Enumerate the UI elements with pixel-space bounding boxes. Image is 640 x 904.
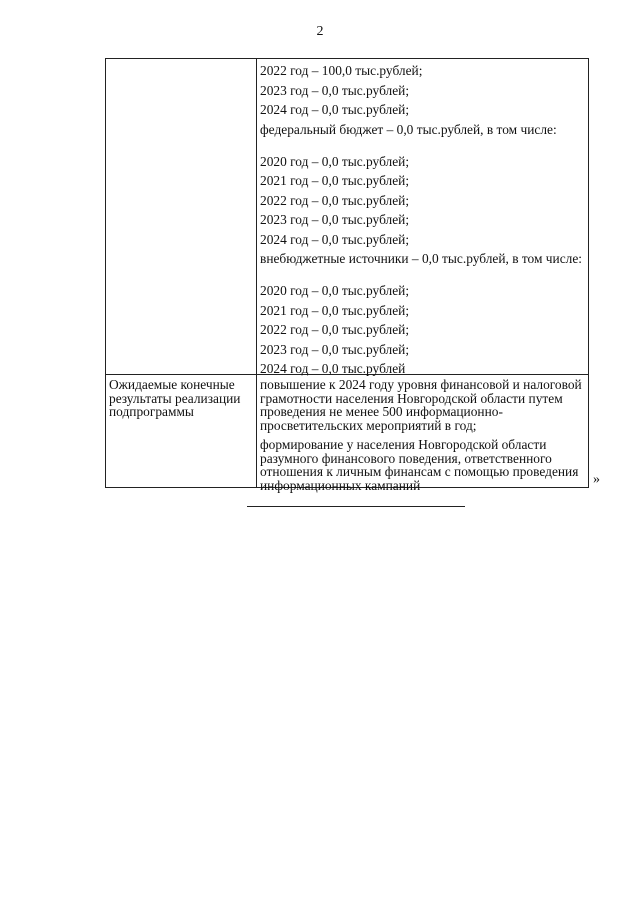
result-item: повышение к 2024 году уровня финансовой и налоговой грамотности населения Новгородской области путем проведения не менее 500 информационно-просветительских мероприятий в год; — [260, 377, 582, 433]
financing-cell — [260, 61, 586, 379]
financing-line: 2022 год – 100,0 тыс.рублей; — [260, 63, 423, 78]
financing-line: 2022 год – 0,0 тыс.рублей; — [260, 322, 410, 337]
closing-quote: » — [593, 472, 600, 487]
financing-line: 2024 год – 0,0 тыс.рублей — [260, 361, 406, 376]
subprogram-passport-table — [105, 58, 589, 493]
financing-line: 2022 год – 0,0 тыс.рублей; — [260, 192, 410, 208]
column-divider — [256, 59, 257, 487]
end-rule — [247, 506, 465, 507]
financing-line: 2020 год – 0,0 тыс.рублей; — [260, 283, 410, 298]
result-item: формирование у населения Новгородской области разумного финансового поведения, ответственного отношения к личным финансам с помощью проведения информационных кампаний — [260, 437, 579, 493]
financing-line: 2023 год – 0,0 тыс.рублей; — [260, 341, 410, 357]
results-cell — [260, 378, 585, 498]
financing-line: 2021 год – 0,0 тыс.рублей; — [260, 173, 410, 188]
results-label-cell: Ожидаемые конечные результаты реализации подпрограммы — [109, 377, 241, 419]
page-number: 2 — [316, 24, 324, 39]
financing-line: 2024 год – 0,0 тыс.рублей; — [260, 102, 410, 117]
financing-line: 2023 год – 0,0 тыс.рублей; — [260, 212, 410, 227]
financing-line: 2024 год – 0,0 тыс.рублей; — [260, 231, 410, 247]
financing-subheading: федеральный бюджет – 0,0 тыс.рублей, в том числе: — [260, 121, 557, 137]
financing-line: 2021 год – 0,0 тыс.рублей; — [260, 302, 410, 318]
financing-subheading: внебюджетные источники – 0,0 тыс.рублей, в том числе: — [260, 251, 582, 266]
financing-line: 2023 год – 0,0 тыс.рублей; — [260, 82, 410, 98]
financing-line: 2020 год – 0,0 тыс.рублей; — [260, 153, 410, 169]
